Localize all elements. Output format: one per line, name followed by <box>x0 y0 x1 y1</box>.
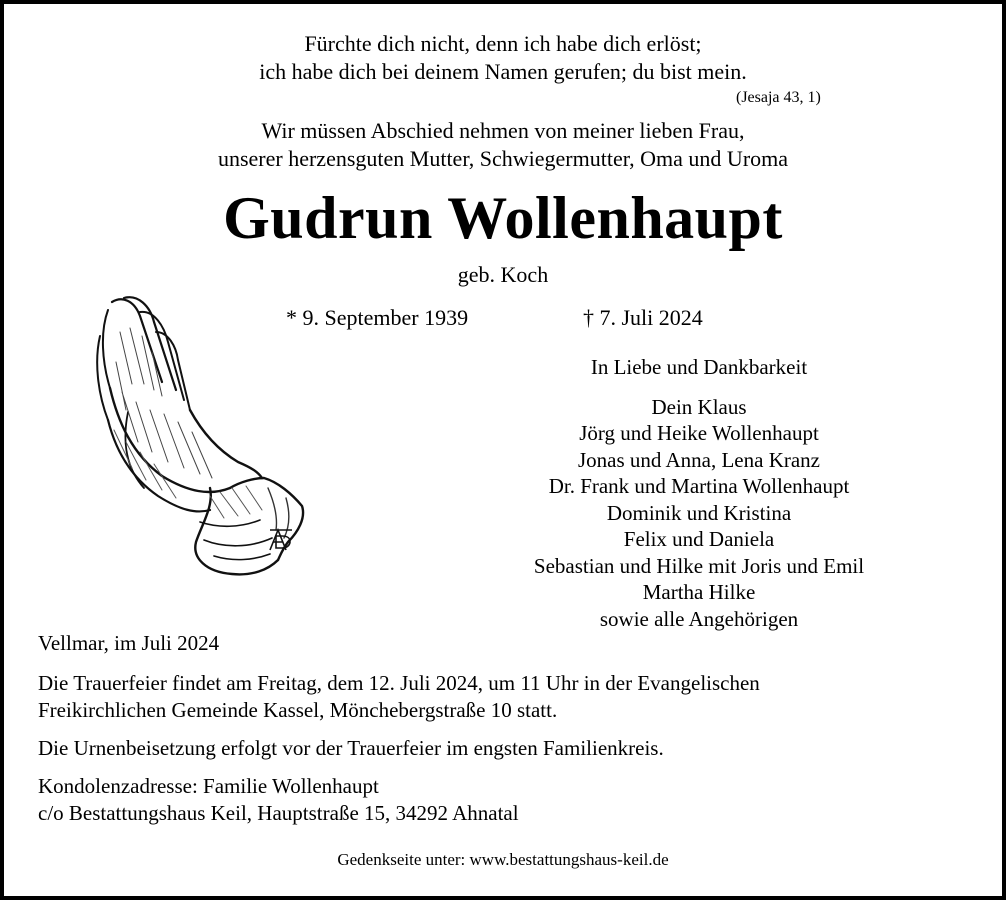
birth-date: * 9. September 1939 <box>286 305 469 330</box>
mourner-name: Felix und Daniela <box>623 527 775 551</box>
mourners-block <box>500 354 898 632</box>
memorial-page-link[interactable]: Gedenkseite unter: www.bestattungshaus-keil.de <box>337 850 669 869</box>
deceased-name: Gudrun Wollenhaupt <box>223 185 783 251</box>
place-date: Vellmar, im Juli 2024 <box>38 631 220 655</box>
mourner-name: Dominik und Kristina <box>606 500 792 525</box>
mourner-name: Dr. Frank und Martina Wollenhaupt <box>548 474 850 498</box>
mourner-name: Martha Hilke <box>642 580 756 604</box>
death-date: † 7. Juli 2024 <box>583 305 703 330</box>
urn-burial-info: Die Urnenbeisetzung erfolgt vor der Trauerfeier im engsten Familienkreis. <box>38 736 664 760</box>
verse-line-2: ich habe dich bei deinem Namen gerufen; du bist mein. <box>259 59 747 84</box>
mourners-heading: In Liebe und Dankbarkeit <box>590 355 808 379</box>
verse-line-1: Fürchte dich nicht, denn ich habe dich erlöst; <box>304 31 702 56</box>
intro-line-1: Wir müssen Abschied nehmen von meiner lieben Frau, <box>261 118 745 143</box>
condolence-line-1: Kondolenzadresse: Familie Wollenhaupt <box>38 774 379 798</box>
funeral-line-1: Die Trauerfeier findet am Freitag, dem 12. Juli 2024, um 11 Uhr in der Evangelischen <box>38 671 760 695</box>
intro-line-2: unserer herzensguten Mutter, Schwiegermutter, Oma und Uroma <box>217 146 789 171</box>
mourner-name: Dein Klaus <box>651 394 747 419</box>
funeral-line-2: Freikirchlichen Gemeinde Kassel, Mönchebergstraße 10 statt. <box>38 698 558 722</box>
mourner-name: sowie alle Angehörigen <box>599 606 799 631</box>
praying-hands-icon <box>92 292 310 580</box>
maiden-name: geb. Koch <box>457 262 549 287</box>
mourner-name: Jonas und Anna, Lena Kranz <box>577 447 820 472</box>
mourner-name: Sebastian und Hilke mit Joris und Emil <box>533 553 865 578</box>
condolence-line-2: c/o Bestattungshaus Keil, Hauptstraße 15, 34292 Ahnatal <box>38 801 519 825</box>
mourner-name: Jörg und Heike Wollenhaupt <box>579 421 819 445</box>
verse-reference: (Jesaja 43, 1) <box>736 89 821 106</box>
